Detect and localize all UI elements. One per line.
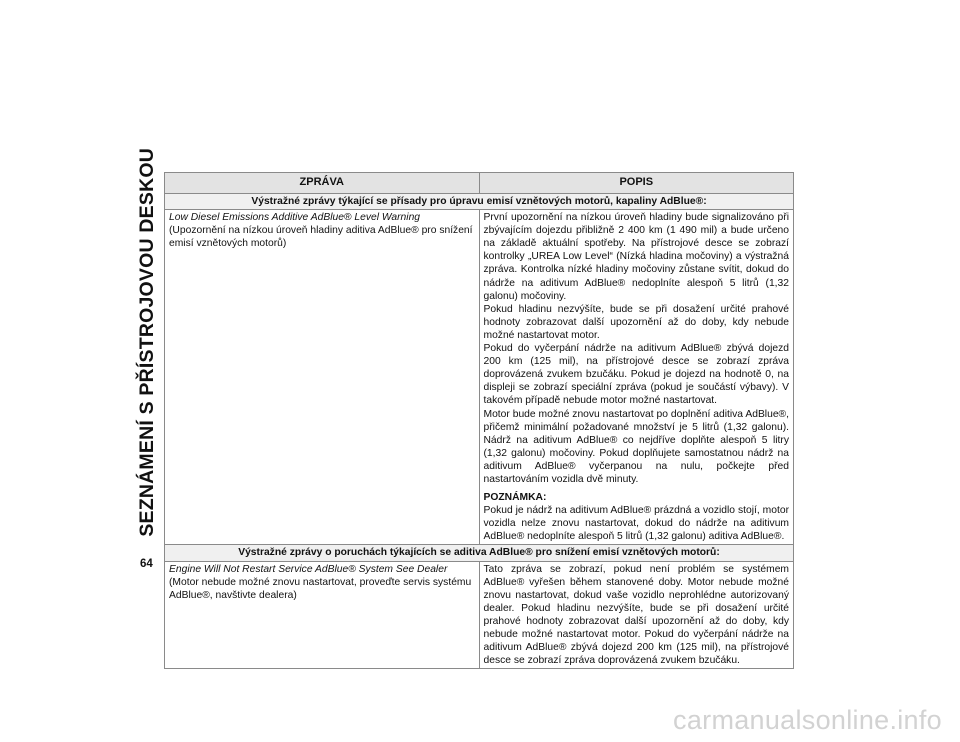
column-header-message: ZPRÁVA xyxy=(165,173,480,194)
chapter-title-text: SEZNÁMENÍ S PŘÍSTROJOVOU DESKOU xyxy=(135,147,158,537)
note-text: Pokud je nádrž na aditivum AdBlue® prázdná a vozidlo stojí, motor vozidla nelze znovu nastartovat, dokud do nádrže na aditivum AdBlue® nedoplníte alespoň 5 litrů (1,32 galonu) aditiva AdBlue®. xyxy=(483,505,789,543)
description-paragraph: Pokud hladinu nezvýšíte, bude se při dosažení určité prahové hodnoty zobrazovat další upozornění až do doby, kdy nebude možné nastartovat motor. xyxy=(483,303,789,341)
message-english: Low Diesel Emissions Additive AdBlue® Level Warning xyxy=(169,212,421,224)
note-heading: POZNÁMKA: xyxy=(483,492,547,504)
message-english: Engine Will Not Restart Service AdBlue® System See Dealer xyxy=(169,563,448,575)
table-header-row xyxy=(165,173,794,194)
column-header-description: POPIS xyxy=(479,173,794,194)
description-paragraph: Tato zpráva se zobrazí, pokud není problém se systémem AdBlue® vyřešen během stanovené doby. Motor nebude možné znovu nastartovat, dokud vaše vozidlo neprohlédne autorizovaný dealer. Pokud hladinu nezvýšíte, bude se při dosažení určité prahové hodnoty zobrazovat další upozornění až do doby, kdy nebude možné nastartovat motor. Pokud do vyčerpání nádrže na aditivum AdBlue® zbývá dojezd 200 km (125 mil), na přístrojové desce se zobrazí zpráva doprovázená zvukem bzučáku. xyxy=(483,563,789,667)
table-row xyxy=(165,210,794,545)
description-paragraph: První upozornění na nízkou úroveň hladiny bude signalizováno při zbývajícím dojezdu přibližně 2 400 km (1 490 mil) a bude určeno na základě aktuální spotřeby. Na přístrojové desce se zobrazí kontrolky „UREA Low Level“ (Nízká hladina močoviny) a výstražná zpráva. Kontrolka nízké hladiny močoviny zůstane svítit, dokud do nádrže na aditivum AdBlue® nedoplníte alespoň 5 litrů (1,32 galonu) močoviny. xyxy=(483,212,789,302)
message-cell xyxy=(165,561,480,669)
page-number: 64 xyxy=(140,558,153,570)
message-czech: (Motor nebude možné znovu nastartovat, proveďte servis systému AdBlue®, navštivte dealera) xyxy=(169,576,472,601)
section-row xyxy=(165,194,794,210)
message-cell xyxy=(165,210,480,545)
table-row xyxy=(165,561,794,669)
section-row xyxy=(165,545,794,561)
section-title-adblue-warnings: Výstražné zprávy týkající se přísady pro úpravu emisí vznětových motorů, kapaliny AdBlue®: xyxy=(165,194,794,210)
watermark-text: carmanualsonline.info xyxy=(673,705,942,735)
section-title-adblue-faults: Výstražné zprávy o poruchách týkajících se aditiva AdBlue® pro snížení emisí vznětových motorů: xyxy=(165,545,794,561)
description-cell xyxy=(479,561,794,669)
message-czech: (Upozornění na nízkou úroveň hladiny aditiva AdBlue® pro snížení emisí vznětových motorů) xyxy=(169,225,473,250)
warning-messages-table xyxy=(164,172,794,669)
chapter-side-title xyxy=(134,147,160,537)
description-cell xyxy=(479,210,794,545)
description-paragraph: Pokud do vyčerpání nádrže na aditivum AdBlue® zbývá dojezd 200 km (125 mil), na přístrojové desce se zobrazí zpráva doprovázená zvukem bzučáku. Pokud je dojezd na hodnotě 0, na displeji se zobrazí speciální zpráva (pokud je součástí výbavy). V takovém případě nebude motor možné nastartovat. xyxy=(483,343,789,407)
description-paragraph: Motor bude možné znovu nastartovat po doplnění aditiva AdBlue®, přičemž minimální požadované množství je 5 litrů (1,32 galonu). Nádrž na aditivum AdBlue® co nejdříve doplňte alespoň 5 litry (1,32 galonu) močoviny. Pokud doplňujete samostatnou nádrž na aditivum AdBlue® vyčerpanou na nulu, počkejte před nastartováním vozidla dvě minuty. xyxy=(483,408,789,485)
